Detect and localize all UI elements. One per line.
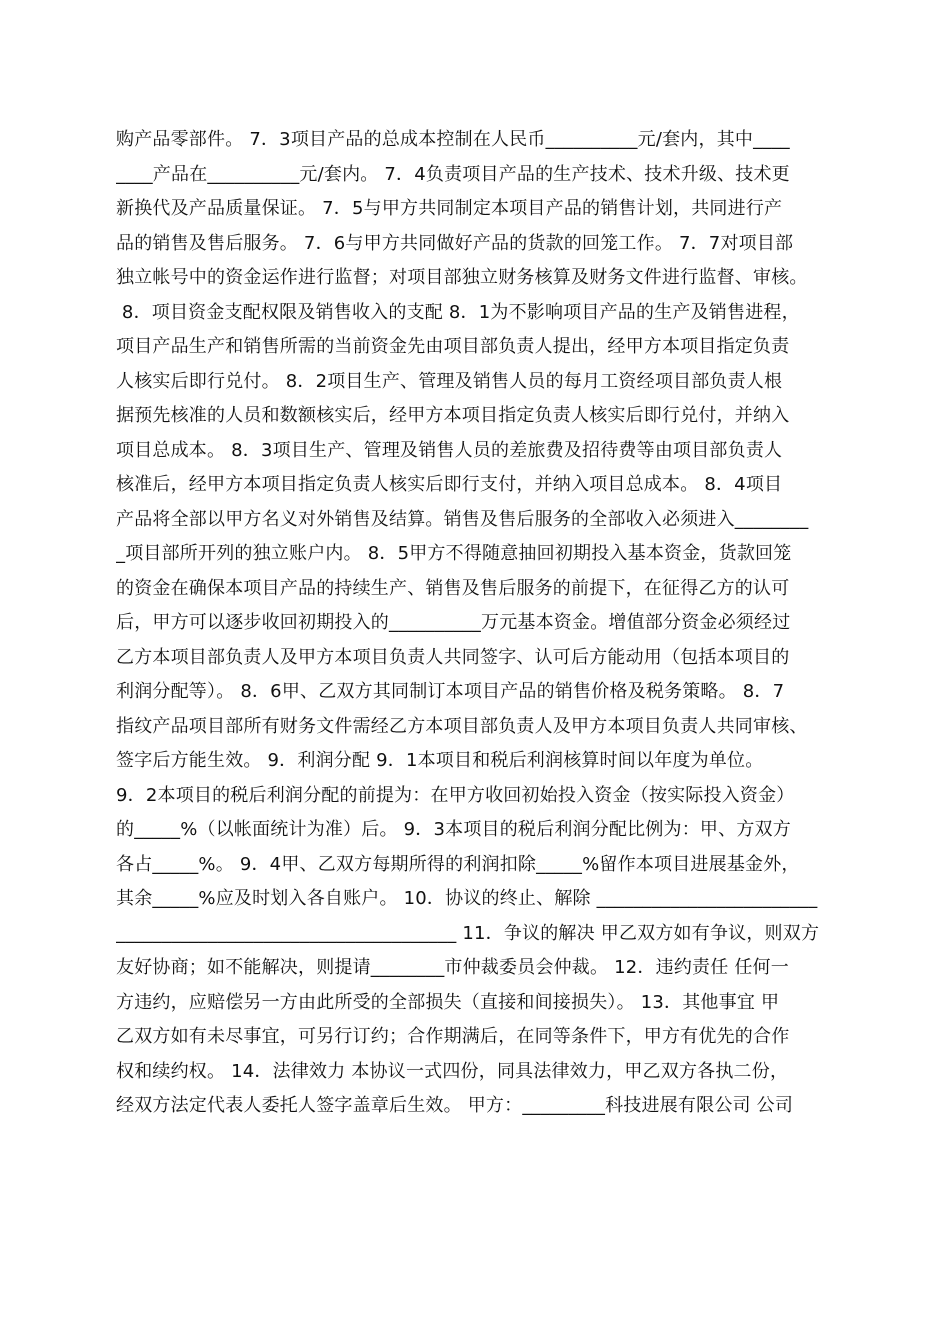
text-line: 各占_____%。 9．4甲、乙双方每期所得的利润扣除_____%留作本项目进展基金外， bbox=[116, 853, 800, 875]
text-line: 方违约，应赔偿另一方由此所受的全部损失（直接和间接损失）。 13．其他事宜 甲 bbox=[116, 991, 780, 1013]
text-line: 后，甲方可以逐步收回初期投入的__________万元基本资金。增值部分资金必须经过 bbox=[116, 612, 791, 633]
text-line: 品的销售及售后服务。 7．6与甲方共同做好产品的货款的回笼工作。 7．7对项目部 bbox=[116, 232, 794, 254]
text-line: 9．2本项目的税后利润分配的前提为：在甲方收回初始投入资金（按实际投入资金） bbox=[116, 784, 795, 806]
text-line: 人核实后即行兑付。 8．2项目生产、管理及销售人员的每月工资经项目部负责人根 bbox=[116, 370, 783, 392]
text-line: _____________________________________ 11．争议的解决 甲乙双方如有争议，则双方 bbox=[116, 922, 820, 944]
text-line: 产品将全部以甲方名义对外销售及结算。销售及售后服务的全部收入必须进入________ bbox=[116, 508, 809, 530]
text-line: 项目总成本。 8．3项目生产、管理及销售人员的差旅费及招待费等由项目部负责人 bbox=[116, 439, 783, 461]
text-line: 购产品零部件。 7．3项目产品的总成本控制在人民币__________元/套内，其中____ bbox=[116, 129, 790, 150]
text-line: 的资金在确保本项目产品的持续生产、销售及售后服务的前提下，在征得乙方的认可 bbox=[116, 577, 790, 599]
text-line: 的_____%（以帐面统计为准）后。 9．3本项目的税后利润分配比例为：甲、方双方 bbox=[116, 819, 791, 840]
text-line: 据预先核准的人员和数额核实后，经甲方本项目指定负责人核实后即行兑付，并纳入 bbox=[116, 405, 790, 426]
text-line: _项目部所开列的独立账户内。 8．5甲方不得随意抽回初期投入基本资金，货款回笼 bbox=[116, 543, 792, 564]
text-line: 乙方本项目部负责人及甲方本项目负责人共同签字、认可后方能动用（包括本项目的 bbox=[116, 646, 790, 668]
text-line: 指纹产品项目部所有财务文件需经乙方本项目部负责人及甲方本项目负责人共同审核、 bbox=[116, 715, 808, 737]
text-line: 友好协商；如不能解决，则提请________市仲裁委员会仲裁。 12．违约责任 任何一 bbox=[116, 957, 789, 978]
text-line: 权和续约权。 14．法律效力 本协议一式四份，同具法律效力，甲乙双方各执二份， bbox=[116, 1060, 789, 1082]
text-line: 其余_____%应及时划入各自账户。 10．协议的终止、解除 ________________________ bbox=[116, 888, 818, 909]
text-line: 签字后方能生效。 9．利润分配 9．1本项目和税后利润核算时间以年度为单位。 bbox=[116, 750, 764, 771]
text-line: ____产品在__________元/套内。 7．4负责项目产品的生产技术、技术升级、技术更 bbox=[116, 163, 790, 185]
text-line: 经双方法定代表人委托人签字盖章后生效。 甲方：_________科技进展有限公司 公司 bbox=[116, 1095, 794, 1116]
text-line: 项目产品生产和销售所需的当前资金先由项目部负责人提出，经甲方本项目指定负责 bbox=[116, 336, 790, 357]
text-line: 8．项目资金支配权限及销售收入的支配 8．1为不影响项目产品的生产及销售进程， bbox=[116, 301, 800, 323]
text-line: 核准后，经甲方本项目指定负责人核实后即行支付，并纳入项目总成本。 8．4项目 bbox=[116, 474, 783, 495]
text-line: 独立帐号中的资金运作进行监督；对项目部独立财务核算及财务文件进行监督、审核。 bbox=[116, 267, 808, 288]
text-line: 新换代及产品质量保证。 7．5与甲方共同制定本项目产品的销售计划，共同进行产 bbox=[116, 198, 783, 219]
text-line: 利润分配等）。 8．6甲、乙双方其同制订本项目产品的销售价格及税务策略。 8．7 bbox=[116, 681, 785, 702]
text-line: 乙双方如有未尽事宜，可另行订约；合作期满后，在同等条件下，甲方有优先的合作 bbox=[116, 1026, 790, 1047]
contract-body bbox=[116, 123, 846, 1124]
